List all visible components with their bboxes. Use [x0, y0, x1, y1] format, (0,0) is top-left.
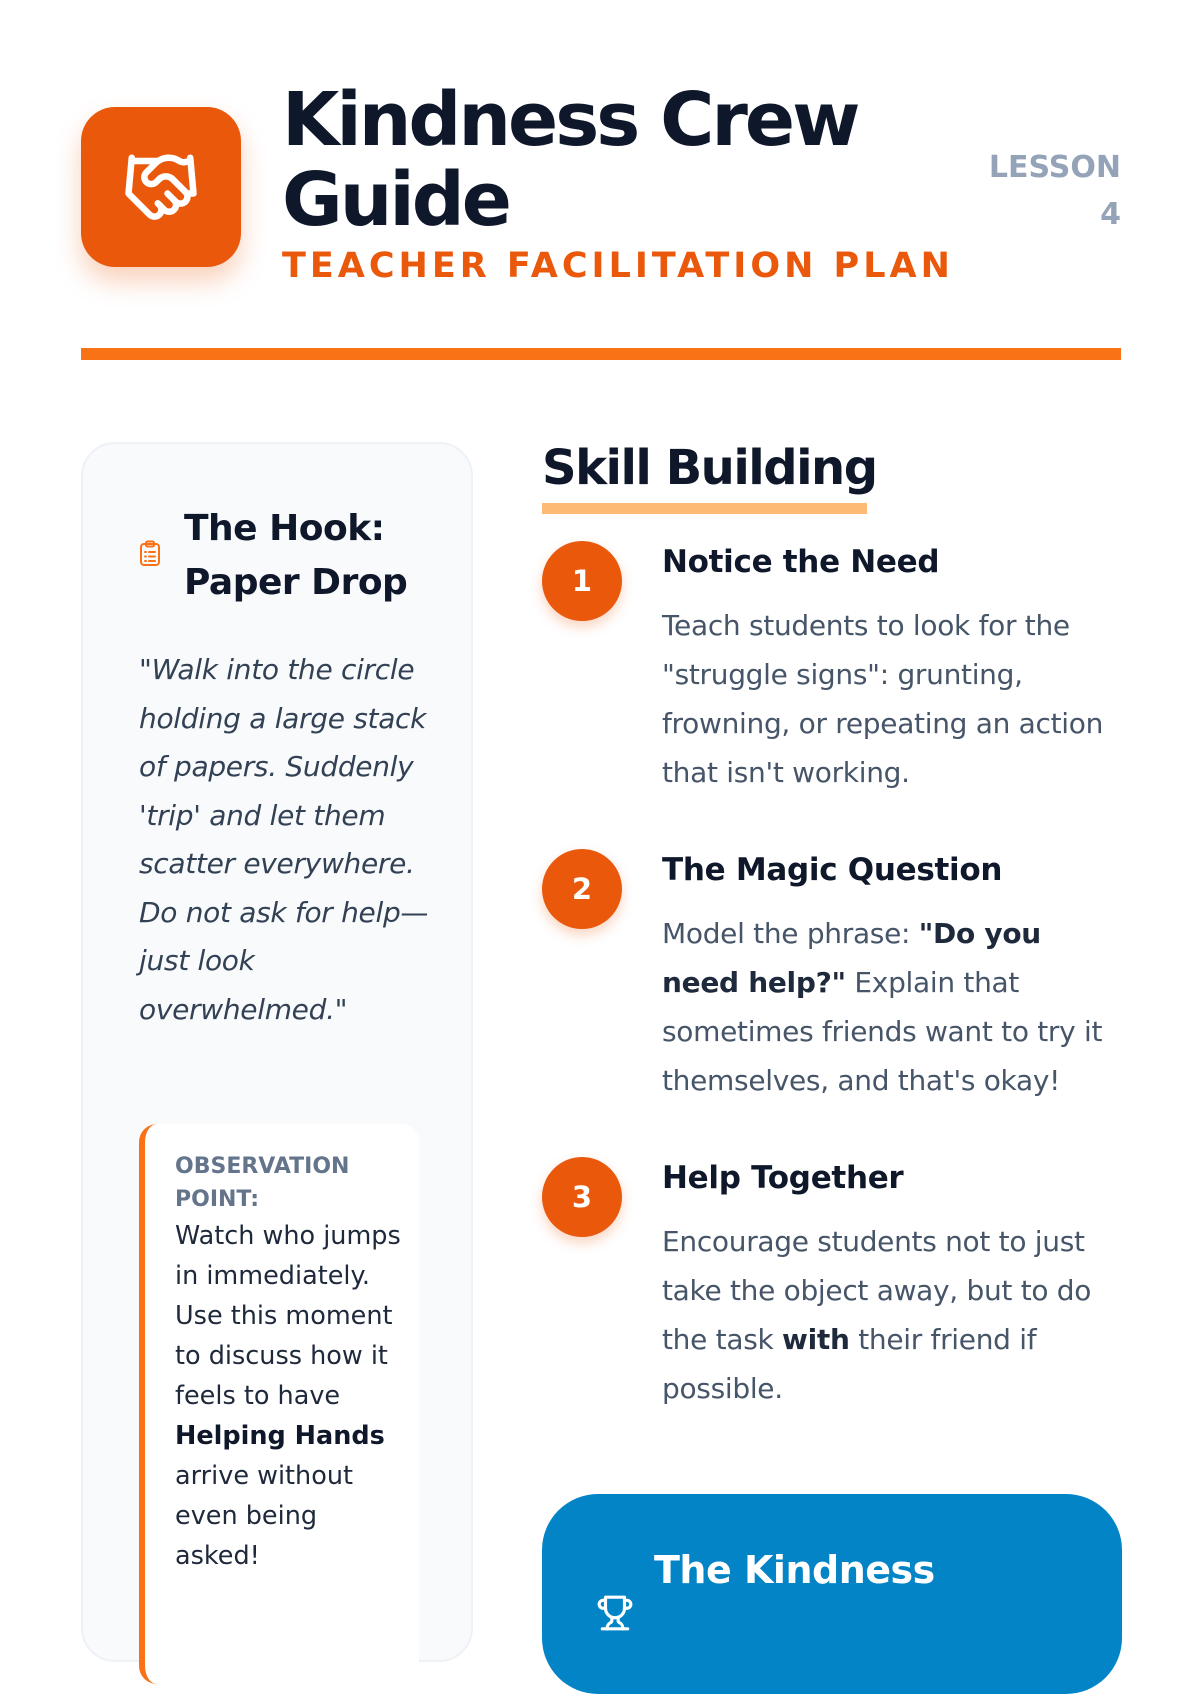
hook-title: The Hook: Paper Drop [184, 508, 408, 603]
lesson-number: 4 [1100, 197, 1121, 232]
award-title: The Kindness [654, 1548, 935, 1592]
section-title-skill-building: Skill Building [542, 440, 877, 496]
step-description: Teach students to look for the "struggle signs": grunting, frowning, or repeating an action that isn't working. [662, 609, 1104, 789]
step-description: Model the phrase: "Do you need help?" Explain that sometimes friends want to try it themselves, and that's okay! [662, 917, 1103, 1097]
observation-point-box [139, 1124, 419, 1684]
step-title: Help Together [662, 1160, 904, 1196]
clipboard-icon [139, 540, 161, 566]
step-description: Encourage students not to just take the object away, but to do the task with their friend if possible. [662, 1225, 1092, 1405]
step-number-badge: 1 [542, 541, 622, 621]
logo-badge [81, 107, 241, 267]
page-title: Kindness Crew Guide [282, 77, 858, 243]
header-divider [81, 348, 1121, 360]
section-title-underline [542, 503, 867, 514]
lesson-indicator [961, 144, 1121, 238]
page-subtitle: TEACHER FACILITATION PLAN [282, 246, 954, 286]
observation-highlight: Helping Hands [175, 1421, 385, 1451]
step-title: Notice the Need [662, 544, 940, 580]
step-number-badge: 3 [542, 1157, 622, 1237]
step-number-badge: 2 [542, 849, 622, 929]
handshake-icon [122, 148, 200, 226]
hook-card [81, 442, 473, 1662]
hook-quote: "Walk into the circle holding a large stack of papers. Suddenly 'trip' and let them scatter everywhere. Do not ask for help—just look overwhelmed." [139, 653, 429, 1026]
step-title: The Magic Question [662, 852, 1003, 888]
observation-label: OBSERVATION POINT: [175, 1154, 350, 1212]
award-card [542, 1494, 1122, 1694]
lesson-label: LESSON [988, 150, 1121, 185]
observation-text: Watch who jumps in immediately. Use this moment to discuss how it feels to have Helping Hands arrive without even being asked! [175, 1221, 401, 1571]
